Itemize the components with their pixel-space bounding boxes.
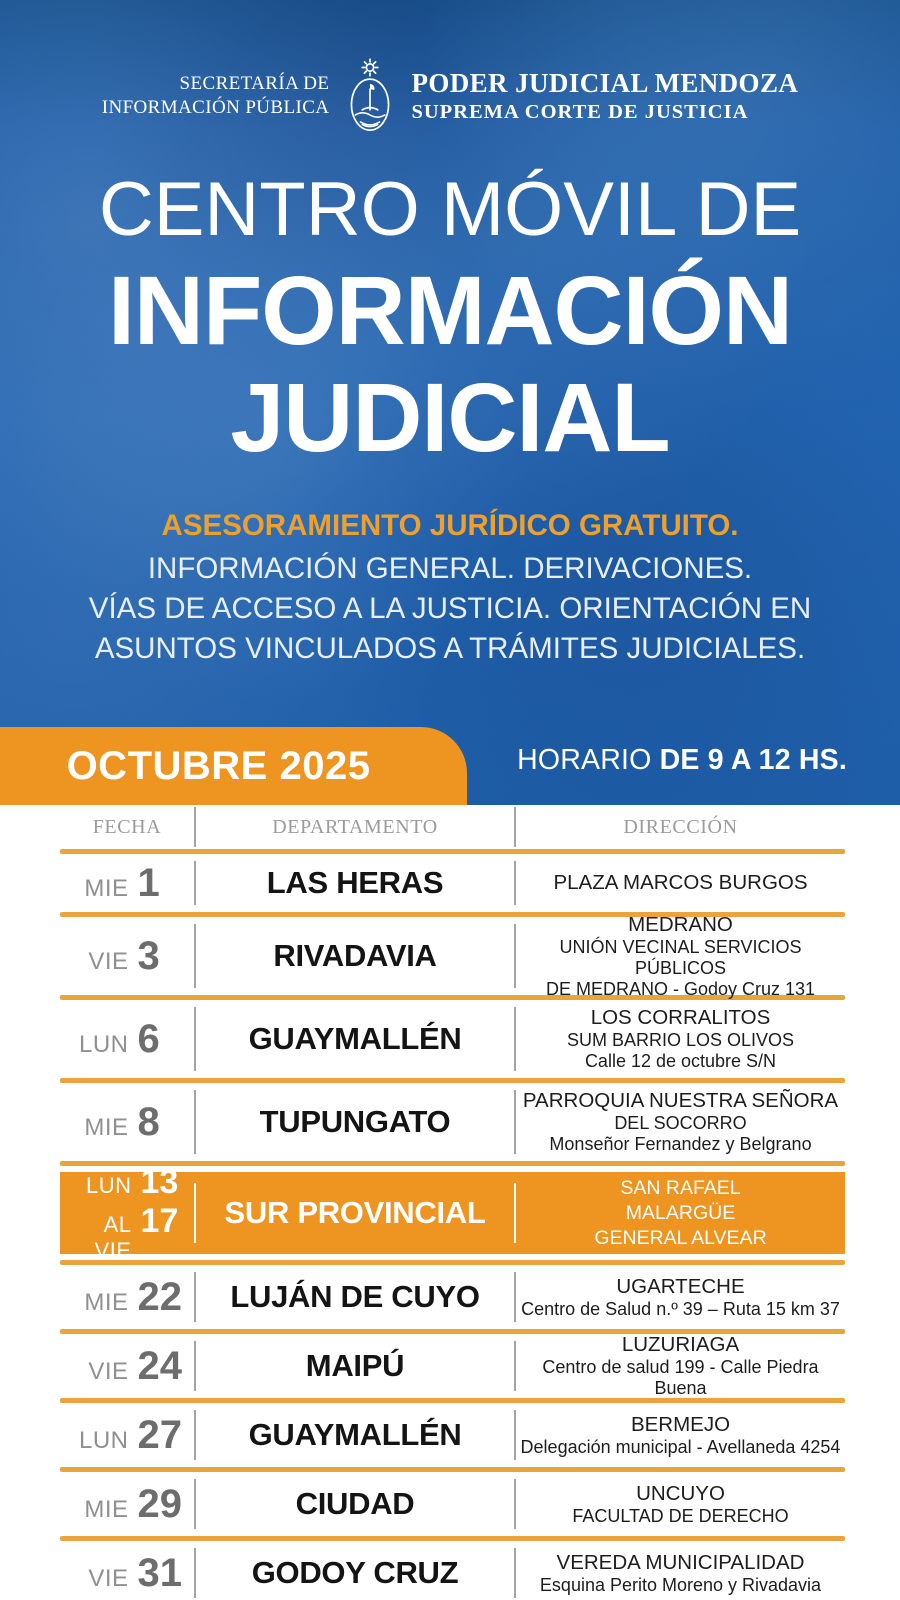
row-day-label: VIE [88, 947, 129, 975]
row-department-name: MAIPÚ [305, 1348, 405, 1383]
row-address-line: PARROQUIA NUESTRA SEÑORA [522, 1089, 839, 1112]
row-date-line-1 [60, 1100, 194, 1145]
row-address-line: Monseñor Fernandez y Belgrano [549, 1134, 812, 1154]
row-address [516, 1551, 845, 1596]
row-date [60, 1413, 194, 1458]
row-address [516, 1482, 845, 1527]
row-department-name: RIVADAVIA [273, 938, 437, 973]
row-address-line: FACULTAD DE DERECHO [572, 1505, 789, 1526]
month-tab [0, 727, 467, 805]
row-address-line: MALARGÜE [625, 1201, 736, 1224]
month-label: OCTUBRE 2025 [66, 743, 371, 788]
row-day-number: 31 [137, 1550, 182, 1595]
row-address-line: Centro de salud 199 - Calle Piedra Buena [542, 1357, 819, 1398]
secretaria-line1: SECRETARÍA DE [179, 72, 330, 94]
row-department-name: LAS HERAS [266, 865, 444, 900]
row-day-number: 22 [137, 1274, 182, 1319]
table-row [60, 1541, 845, 1600]
row-day-label: MIE [84, 874, 129, 902]
row-address [516, 913, 845, 1000]
row-date [60, 1275, 194, 1320]
row-day-label: LUN [78, 1030, 129, 1058]
table-row [60, 1472, 845, 1536]
row-department [196, 1555, 514, 1591]
table-row [60, 912, 845, 999]
row-day2-label: AL VIE [94, 1211, 132, 1263]
org-name-block [411, 68, 798, 124]
services-description [0, 506, 900, 669]
row-address-line: MEDRANO [628, 912, 733, 936]
row-department [196, 1021, 514, 1057]
row-address-line: UNCUYO [636, 1481, 725, 1505]
row-day2-number: 17 [140, 1201, 179, 1240]
column-header-departamento: DEPARTAMENTO [272, 815, 438, 838]
row-address-line: PLAZA MARCOS BURGOS [553, 871, 808, 894]
table-row [60, 854, 845, 912]
row-address-line: DE MEDRANO - Godoy Cruz 131 [545, 978, 816, 999]
row-address-line: Centro de Salud n.º 39 – Ruta 15 km 37 [521, 1298, 840, 1319]
services-line-3: ASUNTOS VINCULADOS A TRÁMITES JUDICIALES. [94, 632, 806, 665]
row-address [516, 1333, 845, 1399]
row-address [516, 1413, 845, 1458]
row-day-label: MIE [84, 1495, 129, 1523]
column-header-fecha: FECHA [92, 815, 162, 838]
table-row [60, 1265, 845, 1329]
row-department [196, 1417, 514, 1453]
row-department [196, 865, 514, 901]
row-date [60, 1344, 194, 1389]
row-date-line-1 [60, 1017, 194, 1062]
services-line-2: VÍAS DE ACCESO A LA JUSTICIA. ORIENTACIÓN EN [88, 592, 812, 625]
page-title [0, 167, 900, 472]
row-day-number: 24 [137, 1343, 182, 1388]
schedule-table [0, 805, 900, 1600]
row-address-line: SUM BARRIO LOS OLIVOS [566, 1030, 795, 1050]
org-name: PODER JUDICIAL MENDOZA [411, 68, 799, 98]
row-day-number: 13 [140, 1162, 179, 1201]
row-department [196, 1486, 514, 1522]
row-date [60, 1163, 194, 1264]
row-address [516, 1006, 845, 1072]
table-row [60, 1334, 845, 1398]
row-department-name: SUR PROVINCIAL [224, 1195, 486, 1230]
row-date-line-1 [60, 1275, 194, 1320]
row-department-name: LUJÁN DE CUYO [230, 1279, 480, 1314]
row-address [516, 1089, 845, 1155]
row-department-name: GUAYMALLÉN [248, 1417, 462, 1452]
row-day-number: 1 [137, 860, 160, 905]
row-date-line-1 [60, 1482, 194, 1527]
row-department [196, 1348, 514, 1384]
column-header-direccion: DIRECCIÓN [623, 815, 738, 838]
table-row [60, 1403, 845, 1467]
services-line-1: INFORMACIÓN GENERAL. DERIVACIONES. [147, 552, 753, 585]
row-day-number: 6 [137, 1016, 160, 1061]
row-address-line: Delegación municipal - Avellaneda 4254 [520, 1436, 841, 1457]
row-date-line-1 [60, 934, 194, 979]
title-line-1: CENTRO MÓVIL DE [98, 167, 802, 252]
row-day-label: MIE [84, 1113, 129, 1141]
row-address [516, 1176, 845, 1251]
row-date-line-1 [60, 1344, 194, 1389]
row-department-name: TUPUNGATO [259, 1104, 451, 1139]
row-address-line: DEL SOCORRO [614, 1113, 747, 1133]
row-department [196, 938, 514, 974]
row-department [196, 1279, 514, 1315]
row-date-line-1 [60, 1163, 194, 1202]
row-date-line-1 [60, 1413, 194, 1458]
secretaria-label [102, 72, 330, 121]
row-date-line-1 [60, 861, 194, 906]
row-address-line: Esquina Perito Moreno y Rivadavia [539, 1574, 822, 1595]
row-day-label: LUN [78, 1426, 129, 1454]
row-date [60, 861, 194, 906]
row-department-name: CIUDAD [295, 1486, 415, 1521]
row-address-line: UGARTECHE [616, 1274, 745, 1298]
table-header [60, 805, 845, 849]
row-date [60, 1482, 194, 1527]
row-department-name: GUAYMALLÉN [248, 1021, 462, 1056]
row-day-label: VIE [88, 1564, 129, 1592]
row-address-line: LOS CORRALITOS [590, 1006, 771, 1029]
row-day-number: 29 [137, 1481, 182, 1526]
hours-prefix: HORARIO [517, 744, 660, 776]
row-department [196, 1195, 514, 1231]
row-date-line-2 [60, 1202, 194, 1264]
row-address-line: GENERAL ALVEAR [594, 1226, 767, 1249]
row-date [60, 1017, 194, 1062]
secretaria-line2: INFORMACIÓN PÚBLICA [101, 97, 330, 118]
services-highlight: ASESORAMIENTO JURÍDICO GRATUITO. [161, 509, 739, 542]
org-subtitle: SUPREMA CORTE DE JUSTICIA [411, 101, 749, 123]
row-address [516, 871, 845, 895]
row-address-line: SAN RAFAEL [620, 1176, 741, 1199]
row-address-line: LUZURIAGA [621, 1333, 740, 1356]
row-date [60, 1551, 194, 1596]
row-department-name: GODOY CRUZ [251, 1555, 459, 1590]
row-address-line: VEREDA MUNICIPALIDAD [556, 1550, 805, 1574]
table-body [60, 849, 845, 1600]
row-day-number: 3 [137, 933, 160, 978]
row-day-label: LUN [85, 1172, 132, 1198]
row-address-line: Calle 12 de octubre S/N [584, 1051, 777, 1071]
row-day-number: 8 [137, 1099, 160, 1144]
table-row [60, 1162, 845, 1263]
row-date-line-1 [60, 1551, 194, 1596]
row-day-label: MIE [84, 1288, 129, 1316]
table-row [60, 1083, 845, 1161]
row-address [516, 1275, 845, 1320]
row-address-line: BERMEJO [630, 1412, 731, 1436]
title-line-3: JUDICIAL [230, 363, 670, 472]
mendoza-coat-of-arms-icon [344, 58, 396, 134]
table-row [60, 1000, 845, 1078]
row-day-number: 27 [137, 1412, 182, 1457]
row-address-line: UNIÓN VECINAL SERVICIOS PÚBLICOS [559, 936, 802, 978]
hours-value: DE 9 A 12 HS. [659, 744, 847, 776]
row-day-label: VIE [88, 1357, 129, 1385]
hours-label [517, 744, 847, 777]
title-line-2: INFORMACIÓN [107, 256, 793, 365]
row-date [60, 934, 194, 979]
brand-bar [0, 58, 900, 134]
row-date [60, 1100, 194, 1145]
row-department [196, 1104, 514, 1140]
